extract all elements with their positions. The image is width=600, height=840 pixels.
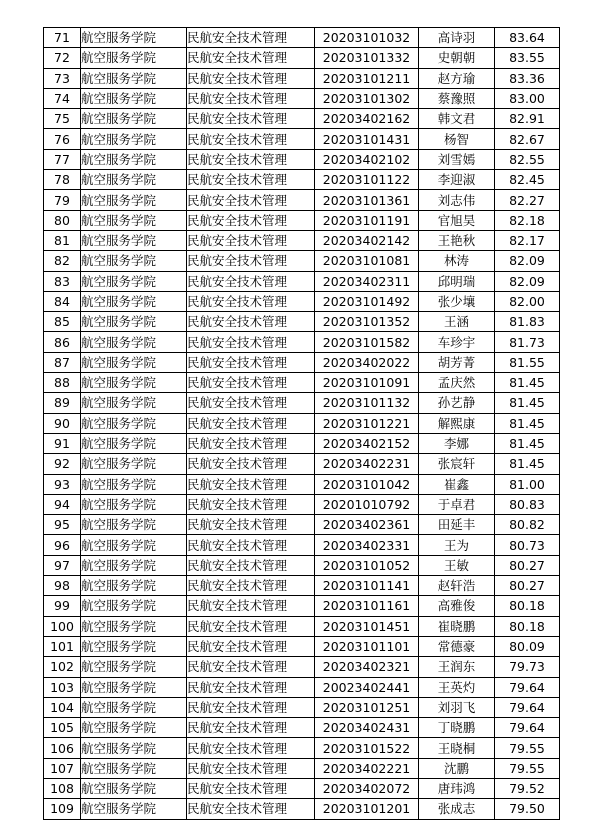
row-number: 103 bbox=[44, 677, 81, 697]
student-id-cell: 20203101451 bbox=[315, 616, 419, 636]
major-cell: 民航安全技术管理 bbox=[187, 88, 315, 108]
table-row bbox=[44, 352, 560, 372]
major-cell: 民航安全技术管理 bbox=[187, 616, 315, 636]
row-number: 108 bbox=[44, 778, 81, 798]
student-id-cell: 20203101132 bbox=[315, 393, 419, 413]
major-cell: 民航安全技术管理 bbox=[187, 373, 315, 393]
student-name-cell: 韩文君 bbox=[419, 109, 495, 129]
major-cell: 民航安全技术管理 bbox=[187, 799, 315, 819]
student-id-cell: 20203101221 bbox=[315, 413, 419, 433]
table-row bbox=[44, 515, 560, 535]
college-cell: 航空服务学院 bbox=[81, 68, 187, 88]
college-cell: 航空服务学院 bbox=[81, 738, 187, 758]
score-cell: 82.09 bbox=[495, 251, 560, 271]
row-number: 73 bbox=[44, 68, 81, 88]
major-cell: 民航安全技术管理 bbox=[187, 535, 315, 555]
student-name-cell: 杨智 bbox=[419, 129, 495, 149]
row-number: 71 bbox=[44, 28, 81, 48]
table-row bbox=[44, 88, 560, 108]
major-cell: 民航安全技术管理 bbox=[187, 129, 315, 149]
table-row bbox=[44, 555, 560, 575]
student-id-cell: 20203402231 bbox=[315, 454, 419, 474]
student-id-cell: 20203101582 bbox=[315, 332, 419, 352]
college-cell: 航空服务学院 bbox=[81, 312, 187, 332]
college-cell: 航空服务学院 bbox=[81, 190, 187, 210]
college-cell: 航空服务学院 bbox=[81, 616, 187, 636]
student-name-cell: 孙艺静 bbox=[419, 393, 495, 413]
table-row bbox=[44, 48, 560, 68]
score-cell: 81.45 bbox=[495, 413, 560, 433]
student-id-cell: 20203402022 bbox=[315, 352, 419, 372]
row-number: 75 bbox=[44, 109, 81, 129]
table-row bbox=[44, 454, 560, 474]
row-number: 80 bbox=[44, 210, 81, 230]
college-cell: 航空服务学院 bbox=[81, 251, 187, 271]
score-cell: 80.73 bbox=[495, 535, 560, 555]
student-id-cell: 20203101042 bbox=[315, 474, 419, 494]
student-id-cell: 20203402072 bbox=[315, 778, 419, 798]
college-cell: 航空服务学院 bbox=[81, 149, 187, 169]
major-cell: 民航安全技术管理 bbox=[187, 454, 315, 474]
row-number: 76 bbox=[44, 129, 81, 149]
college-cell: 航空服务学院 bbox=[81, 28, 187, 48]
student-name-cell: 王艳秋 bbox=[419, 230, 495, 250]
major-cell: 民航安全技术管理 bbox=[187, 576, 315, 596]
row-number: 72 bbox=[44, 48, 81, 68]
student-id-cell: 20203101091 bbox=[315, 373, 419, 393]
student-name-cell: 史朝朝 bbox=[419, 48, 495, 68]
major-cell: 民航安全技术管理 bbox=[187, 657, 315, 677]
score-cell: 79.64 bbox=[495, 677, 560, 697]
score-cell: 81.00 bbox=[495, 474, 560, 494]
major-cell: 民航安全技术管理 bbox=[187, 758, 315, 778]
major-cell: 民航安全技术管理 bbox=[187, 778, 315, 798]
table-row bbox=[44, 413, 560, 433]
student-name-cell: 赵方瑜 bbox=[419, 68, 495, 88]
student-name-cell: 王英灼 bbox=[419, 677, 495, 697]
college-cell: 航空服务学院 bbox=[81, 129, 187, 149]
table-row bbox=[44, 129, 560, 149]
row-number: 89 bbox=[44, 393, 81, 413]
major-cell: 民航安全技术管理 bbox=[187, 596, 315, 616]
row-number: 107 bbox=[44, 758, 81, 778]
major-cell: 民航安全技术管理 bbox=[187, 515, 315, 535]
row-number: 109 bbox=[44, 799, 81, 819]
score-cell: 81.45 bbox=[495, 373, 560, 393]
student-name-cell: 刘雪嫣 bbox=[419, 149, 495, 169]
student-name-cell: 常德豪 bbox=[419, 636, 495, 656]
student-id-cell: 20201010792 bbox=[315, 494, 419, 514]
score-cell: 81.83 bbox=[495, 312, 560, 332]
major-cell: 民航安全技术管理 bbox=[187, 697, 315, 717]
score-cell: 83.55 bbox=[495, 48, 560, 68]
row-number: 95 bbox=[44, 515, 81, 535]
row-number: 97 bbox=[44, 555, 81, 575]
table-row bbox=[44, 474, 560, 494]
row-number: 79 bbox=[44, 190, 81, 210]
major-cell: 民航安全技术管理 bbox=[187, 332, 315, 352]
college-cell: 航空服务学院 bbox=[81, 758, 187, 778]
major-cell: 民航安全技术管理 bbox=[187, 170, 315, 190]
table-row bbox=[44, 718, 560, 738]
table-row bbox=[44, 190, 560, 210]
student-name-cell: 胡芳菁 bbox=[419, 352, 495, 372]
student-id-cell: 20203101191 bbox=[315, 210, 419, 230]
table-row bbox=[44, 230, 560, 250]
college-cell: 航空服务学院 bbox=[81, 373, 187, 393]
row-number: 92 bbox=[44, 454, 81, 474]
table-row bbox=[44, 210, 560, 230]
table-row bbox=[44, 697, 560, 717]
college-cell: 航空服务学院 bbox=[81, 657, 187, 677]
student-name-cell: 崔晓鹏 bbox=[419, 616, 495, 636]
college-cell: 航空服务学院 bbox=[81, 48, 187, 68]
row-number: 81 bbox=[44, 230, 81, 250]
college-cell: 航空服务学院 bbox=[81, 535, 187, 555]
major-cell: 民航安全技术管理 bbox=[187, 312, 315, 332]
college-cell: 航空服务学院 bbox=[81, 636, 187, 656]
student-id-cell: 20203101161 bbox=[315, 596, 419, 616]
score-cell: 79.64 bbox=[495, 718, 560, 738]
major-cell: 民航安全技术管理 bbox=[187, 68, 315, 88]
score-cell: 80.27 bbox=[495, 555, 560, 575]
major-cell: 民航安全技术管理 bbox=[187, 474, 315, 494]
college-cell: 航空服务学院 bbox=[81, 515, 187, 535]
row-number: 84 bbox=[44, 291, 81, 311]
score-cell: 81.45 bbox=[495, 433, 560, 453]
row-number: 98 bbox=[44, 576, 81, 596]
score-cell: 82.00 bbox=[495, 291, 560, 311]
student-name-cell: 王润东 bbox=[419, 657, 495, 677]
major-cell: 民航安全技术管理 bbox=[187, 413, 315, 433]
score-cell: 80.18 bbox=[495, 596, 560, 616]
table-row bbox=[44, 799, 560, 819]
student-name-cell: 王敏 bbox=[419, 555, 495, 575]
student-id-cell: 20203101361 bbox=[315, 190, 419, 210]
ranking-table bbox=[43, 27, 560, 820]
major-cell: 民航安全技术管理 bbox=[187, 677, 315, 697]
table-row bbox=[44, 149, 560, 169]
row-number: 101 bbox=[44, 636, 81, 656]
row-number: 102 bbox=[44, 657, 81, 677]
student-id-cell: 20203101052 bbox=[315, 555, 419, 575]
student-id-cell: 20203101522 bbox=[315, 738, 419, 758]
row-number: 86 bbox=[44, 332, 81, 352]
student-id-cell: 20203101211 bbox=[315, 68, 419, 88]
college-cell: 航空服务学院 bbox=[81, 393, 187, 413]
student-name-cell: 蔡豫照 bbox=[419, 88, 495, 108]
student-name-cell: 林涛 bbox=[419, 251, 495, 271]
college-cell: 航空服务学院 bbox=[81, 555, 187, 575]
student-name-cell: 王为 bbox=[419, 535, 495, 555]
student-id-cell: 20203402331 bbox=[315, 535, 419, 555]
row-number: 88 bbox=[44, 373, 81, 393]
student-id-cell: 20203101251 bbox=[315, 697, 419, 717]
score-cell: 82.91 bbox=[495, 109, 560, 129]
score-cell: 83.00 bbox=[495, 88, 560, 108]
major-cell: 民航安全技术管理 bbox=[187, 555, 315, 575]
row-number: 82 bbox=[44, 251, 81, 271]
student-name-cell: 官旭昊 bbox=[419, 210, 495, 230]
student-name-cell: 李娜 bbox=[419, 433, 495, 453]
row-number: 77 bbox=[44, 149, 81, 169]
student-name-cell: 张成志 bbox=[419, 799, 495, 819]
major-cell: 民航安全技术管理 bbox=[187, 271, 315, 291]
row-number: 100 bbox=[44, 616, 81, 636]
student-id-cell: 20203101141 bbox=[315, 576, 419, 596]
student-id-cell: 20203402321 bbox=[315, 657, 419, 677]
score-cell: 80.18 bbox=[495, 616, 560, 636]
major-cell: 民航安全技术管理 bbox=[187, 28, 315, 48]
table-row bbox=[44, 332, 560, 352]
student-name-cell: 田延丰 bbox=[419, 515, 495, 535]
score-cell: 82.09 bbox=[495, 271, 560, 291]
table-row bbox=[44, 758, 560, 778]
major-cell: 民航安全技术管理 bbox=[187, 149, 315, 169]
major-cell: 民航安全技术管理 bbox=[187, 190, 315, 210]
table-row bbox=[44, 312, 560, 332]
table-row bbox=[44, 677, 560, 697]
student-name-cell: 王涵 bbox=[419, 312, 495, 332]
table-row bbox=[44, 271, 560, 291]
row-number: 83 bbox=[44, 271, 81, 291]
table-row bbox=[44, 576, 560, 596]
student-name-cell: 赵轩浩 bbox=[419, 576, 495, 596]
score-cell: 81.45 bbox=[495, 454, 560, 474]
table-row bbox=[44, 251, 560, 271]
row-number: 90 bbox=[44, 413, 81, 433]
major-cell: 民航安全技术管理 bbox=[187, 251, 315, 271]
college-cell: 航空服务学院 bbox=[81, 494, 187, 514]
table-row bbox=[44, 738, 560, 758]
student-id-cell: 20203101332 bbox=[315, 48, 419, 68]
score-cell: 79.64 bbox=[495, 697, 560, 717]
row-number: 105 bbox=[44, 718, 81, 738]
major-cell: 民航安全技术管理 bbox=[187, 291, 315, 311]
table-row bbox=[44, 778, 560, 798]
row-number: 91 bbox=[44, 433, 81, 453]
college-cell: 航空服务学院 bbox=[81, 352, 187, 372]
table-row bbox=[44, 596, 560, 616]
college-cell: 航空服务学院 bbox=[81, 88, 187, 108]
major-cell: 民航安全技术管理 bbox=[187, 718, 315, 738]
college-cell: 航空服务学院 bbox=[81, 271, 187, 291]
student-id-cell: 20023402441 bbox=[315, 677, 419, 697]
table-row bbox=[44, 109, 560, 129]
college-cell: 航空服务学院 bbox=[81, 413, 187, 433]
student-id-cell: 20203402361 bbox=[315, 515, 419, 535]
major-cell: 民航安全技术管理 bbox=[187, 433, 315, 453]
major-cell: 民航安全技术管理 bbox=[187, 230, 315, 250]
student-id-cell: 20203101201 bbox=[315, 799, 419, 819]
table-row bbox=[44, 616, 560, 636]
table-row bbox=[44, 68, 560, 88]
student-name-cell: 高雅俊 bbox=[419, 596, 495, 616]
student-id-cell: 20203101302 bbox=[315, 88, 419, 108]
score-cell: 81.45 bbox=[495, 393, 560, 413]
major-cell: 民航安全技术管理 bbox=[187, 48, 315, 68]
major-cell: 民航安全技术管理 bbox=[187, 352, 315, 372]
college-cell: 航空服务学院 bbox=[81, 210, 187, 230]
college-cell: 航空服务学院 bbox=[81, 697, 187, 717]
student-name-cell: 高诗羽 bbox=[419, 28, 495, 48]
college-cell: 航空服务学院 bbox=[81, 433, 187, 453]
row-number: 106 bbox=[44, 738, 81, 758]
college-cell: 航空服务学院 bbox=[81, 109, 187, 129]
student-id-cell: 20203402221 bbox=[315, 758, 419, 778]
student-name-cell: 张少壤 bbox=[419, 291, 495, 311]
student-name-cell: 崔鑫 bbox=[419, 474, 495, 494]
score-cell: 79.50 bbox=[495, 799, 560, 819]
score-cell: 79.55 bbox=[495, 758, 560, 778]
major-cell: 民航安全技术管理 bbox=[187, 210, 315, 230]
major-cell: 民航安全技术管理 bbox=[187, 494, 315, 514]
student-name-cell: 车珍宇 bbox=[419, 332, 495, 352]
college-cell: 航空服务学院 bbox=[81, 454, 187, 474]
row-number: 78 bbox=[44, 170, 81, 190]
college-cell: 航空服务学院 bbox=[81, 291, 187, 311]
table-row bbox=[44, 28, 560, 48]
table-row bbox=[44, 170, 560, 190]
score-cell: 80.82 bbox=[495, 515, 560, 535]
table-row bbox=[44, 657, 560, 677]
score-cell: 82.17 bbox=[495, 230, 560, 250]
student-name-cell: 丁晓鹏 bbox=[419, 718, 495, 738]
table-row bbox=[44, 494, 560, 514]
table-row bbox=[44, 291, 560, 311]
row-number: 93 bbox=[44, 474, 81, 494]
college-cell: 航空服务学院 bbox=[81, 474, 187, 494]
row-number: 99 bbox=[44, 596, 81, 616]
student-name-cell: 张宸轩 bbox=[419, 454, 495, 474]
student-id-cell: 20203402431 bbox=[315, 718, 419, 738]
student-id-cell: 20203402142 bbox=[315, 230, 419, 250]
college-cell: 航空服务学院 bbox=[81, 596, 187, 616]
student-name-cell: 唐玮鸿 bbox=[419, 778, 495, 798]
row-number: 74 bbox=[44, 88, 81, 108]
score-cell: 80.27 bbox=[495, 576, 560, 596]
student-id-cell: 20203402311 bbox=[315, 271, 419, 291]
college-cell: 航空服务学院 bbox=[81, 778, 187, 798]
student-name-cell: 邱明瑞 bbox=[419, 271, 495, 291]
row-number: 87 bbox=[44, 352, 81, 372]
score-cell: 81.73 bbox=[495, 332, 560, 352]
student-id-cell: 20203101352 bbox=[315, 312, 419, 332]
student-id-cell: 20203101431 bbox=[315, 129, 419, 149]
score-cell: 82.18 bbox=[495, 210, 560, 230]
table-row bbox=[44, 636, 560, 656]
college-cell: 航空服务学院 bbox=[81, 170, 187, 190]
college-cell: 航空服务学院 bbox=[81, 332, 187, 352]
score-cell: 81.55 bbox=[495, 352, 560, 372]
student-id-cell: 20203101081 bbox=[315, 251, 419, 271]
student-id-cell: 20203402162 bbox=[315, 109, 419, 129]
student-id-cell: 20203101032 bbox=[315, 28, 419, 48]
table-row bbox=[44, 433, 560, 453]
student-name-cell: 解熙康 bbox=[419, 413, 495, 433]
score-cell: 79.52 bbox=[495, 778, 560, 798]
student-id-cell: 20203402102 bbox=[315, 149, 419, 169]
score-cell: 79.55 bbox=[495, 738, 560, 758]
table-body bbox=[44, 28, 560, 820]
college-cell: 航空服务学院 bbox=[81, 230, 187, 250]
row-number: 94 bbox=[44, 494, 81, 514]
student-name-cell: 于卓君 bbox=[419, 494, 495, 514]
major-cell: 民航安全技术管理 bbox=[187, 636, 315, 656]
student-name-cell: 沈鹏 bbox=[419, 758, 495, 778]
table-row bbox=[44, 393, 560, 413]
score-cell: 83.36 bbox=[495, 68, 560, 88]
student-name-cell: 孟庆然 bbox=[419, 373, 495, 393]
student-id-cell: 20203101101 bbox=[315, 636, 419, 656]
major-cell: 民航安全技术管理 bbox=[187, 393, 315, 413]
score-cell: 82.55 bbox=[495, 149, 560, 169]
major-cell: 民航安全技术管理 bbox=[187, 738, 315, 758]
college-cell: 航空服务学院 bbox=[81, 677, 187, 697]
table-row bbox=[44, 373, 560, 393]
student-id-cell: 20203101122 bbox=[315, 170, 419, 190]
major-cell: 民航安全技术管理 bbox=[187, 109, 315, 129]
college-cell: 航空服务学院 bbox=[81, 799, 187, 819]
row-number: 96 bbox=[44, 535, 81, 555]
score-cell: 83.64 bbox=[495, 28, 560, 48]
student-name-cell: 刘羽飞 bbox=[419, 697, 495, 717]
college-cell: 航空服务学院 bbox=[81, 718, 187, 738]
student-id-cell: 20203402152 bbox=[315, 433, 419, 453]
score-cell: 79.73 bbox=[495, 657, 560, 677]
student-id-cell: 20203101492 bbox=[315, 291, 419, 311]
student-name-cell: 王晓桐 bbox=[419, 738, 495, 758]
score-cell: 82.45 bbox=[495, 170, 560, 190]
table-row bbox=[44, 535, 560, 555]
row-number: 85 bbox=[44, 312, 81, 332]
score-cell: 82.27 bbox=[495, 190, 560, 210]
college-cell: 航空服务学院 bbox=[81, 576, 187, 596]
score-cell: 80.83 bbox=[495, 494, 560, 514]
row-number: 104 bbox=[44, 697, 81, 717]
student-name-cell: 李迎淑 bbox=[419, 170, 495, 190]
student-name-cell: 刘志伟 bbox=[419, 190, 495, 210]
score-cell: 82.67 bbox=[495, 129, 560, 149]
score-cell: 80.09 bbox=[495, 636, 560, 656]
